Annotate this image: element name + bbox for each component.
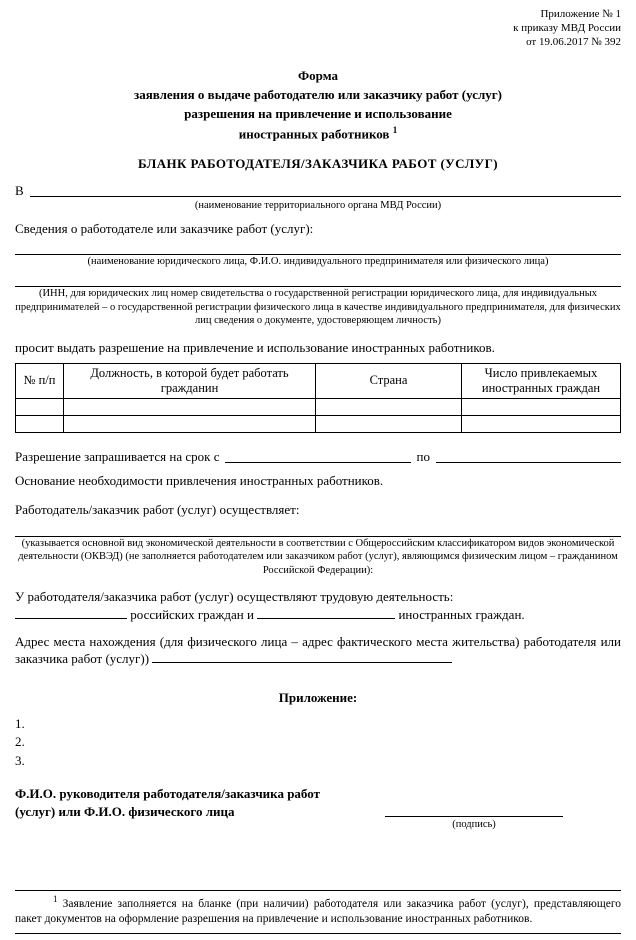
footnote-text: $^1$ Заявление заполняется на бланке (при наличии) работодателя или заказчика работ (услуг), представляющего пакет документов на оформление разрешения на привлечение и использование иностранных работников. — [15, 893, 621, 925]
employer-name-fill[interactable] — [15, 237, 621, 255]
activity-label: Работодатель/заказчик работ (услуг) осуществляет: — [15, 501, 300, 517]
attachment-item: 3. — [15, 753, 25, 769]
period-to-label: по — [416, 448, 430, 464]
period-prefix: Разрешение запрашивается на срок с — [15, 448, 220, 464]
request-statement: просит выдать разрешение на привлечение и использование иностранных работников. — [15, 340, 495, 356]
header-cell-number: № п/п — [16, 363, 64, 398]
footnote-ref: 1 — [53, 893, 58, 904]
title-line: разрешения на привлечение и использование — [184, 105, 452, 121]
to-authority-line — [15, 183, 621, 200]
signature-field — [385, 803, 563, 832]
employer-info-label: Сведения о работодателе или заказчике работ (услуг): — [15, 220, 314, 236]
table-cell[interactable] — [316, 398, 462, 415]
bottom-rule — [15, 933, 621, 934]
period-line — [15, 449, 621, 466]
basis-statement: Основание необходимости привлечения иностранных работников. — [15, 473, 384, 489]
table-cell[interactable] — [316, 415, 462, 432]
workforce-russian-fill[interactable] — [15, 606, 127, 619]
table-row — [16, 415, 621, 432]
workers-table — [15, 363, 621, 433]
workforce-section — [15, 589, 621, 623]
appendix-line: от 19.06.2017 № 392 — [526, 35, 621, 48]
employer-reg-fill[interactable] — [15, 269, 621, 287]
title-line: иностранных работников $^1$ — [238, 124, 398, 142]
table-row — [16, 398, 621, 415]
signature-caption: (подпись) — [452, 819, 496, 831]
appendix-block — [15, 8, 621, 49]
title-line: заявления о выдаче работодателю или заказчику работ (услуг) — [134, 87, 502, 103]
activity-caption: (указывается основной вид экономической деятельности в соответствии с Общероссийским классификатором видов экономической деятельности (ОКВЭД) (не заполняется работодателем или заказчиком работ (услуг), являющимся физическим лицом – гражданином Российской Федерации): — [18, 537, 618, 576]
to-authority-fill[interactable] — [30, 183, 621, 197]
table-cell[interactable] — [16, 398, 64, 415]
appendix-line: к приказу МВД России — [513, 21, 621, 34]
period-to-fill[interactable] — [436, 449, 621, 463]
table-cell[interactable] — [16, 415, 64, 432]
to-authority-caption: (наименование территориального органа МВД России) — [194, 200, 442, 212]
table-cell[interactable] — [64, 398, 316, 415]
workforce-line1: У работодателя/заказчика работ (услуг) осуществляют трудовую деятельность: — [15, 589, 454, 605]
to-prefix: В — [15, 182, 24, 198]
form-type-header: БЛАНК РАБОТОДАТЕЛЯ/ЗАКАЗЧИКА РАБОТ (УСЛУГ) — [137, 155, 499, 171]
header-cell-position: Должность, в которой будет работать гражданин — [64, 363, 316, 398]
signature-label: Ф.И.О. руководителя работодателя/заказчика работ (услуг) или Ф.И.О. физического лица — [15, 786, 320, 819]
workforce-foreign-fill[interactable] — [257, 606, 395, 619]
attachment-item: 1. — [15, 715, 25, 731]
signature-line[interactable] — [385, 803, 563, 817]
table-header-row — [16, 363, 621, 398]
title-line: Форма — [298, 68, 338, 84]
table-cell[interactable] — [462, 415, 621, 432]
title-footnote-ref: 1 — [392, 124, 398, 135]
activity-fill[interactable] — [15, 519, 621, 537]
employer-reg-caption: (ИНН, для юридических лиц номер свидетельства о государственной регистрации юридического лица, для индивидуальных предпринимателей – о государственной регистрации физического лица в качестве индивидуального предпринимателя, для физических лиц сведения о документе, удостоверяющем личность) — [15, 288, 621, 327]
attachments-title: Приложение: — [278, 689, 358, 705]
spacer — [15, 832, 621, 890]
form-title — [15, 67, 621, 144]
table-cell[interactable] — [64, 415, 316, 432]
employer-name-caption: (наименование юридического лица, Ф.И.О. индивидуального предпринимателя или физического лица) — [87, 256, 549, 268]
attachment-item: 2. — [15, 734, 25, 750]
address-text: Адрес места нахождения (для физического лица – адрес фактического места жительства) работодателя или заказчика работ (услуг)) — [15, 633, 621, 667]
appendix-line: Приложение № 1 — [540, 8, 621, 20]
workforce-middle: российских граждан и — [130, 607, 254, 623]
workforce-suffix: иностранных граждан. — [398, 607, 525, 623]
header-cell-country: Страна — [316, 363, 462, 398]
workforce-line2 — [15, 606, 621, 624]
address-paragraph — [15, 634, 621, 668]
address-fill[interactable] — [152, 650, 452, 663]
period-from-fill[interactable] — [225, 449, 410, 463]
signature-section — [15, 785, 621, 832]
attachments-list — [15, 715, 621, 772]
table-cell[interactable] — [462, 398, 621, 415]
header-cell-count: Число привлекаемых иностранных граждан — [462, 363, 621, 398]
footnote-separator — [15, 890, 621, 891]
